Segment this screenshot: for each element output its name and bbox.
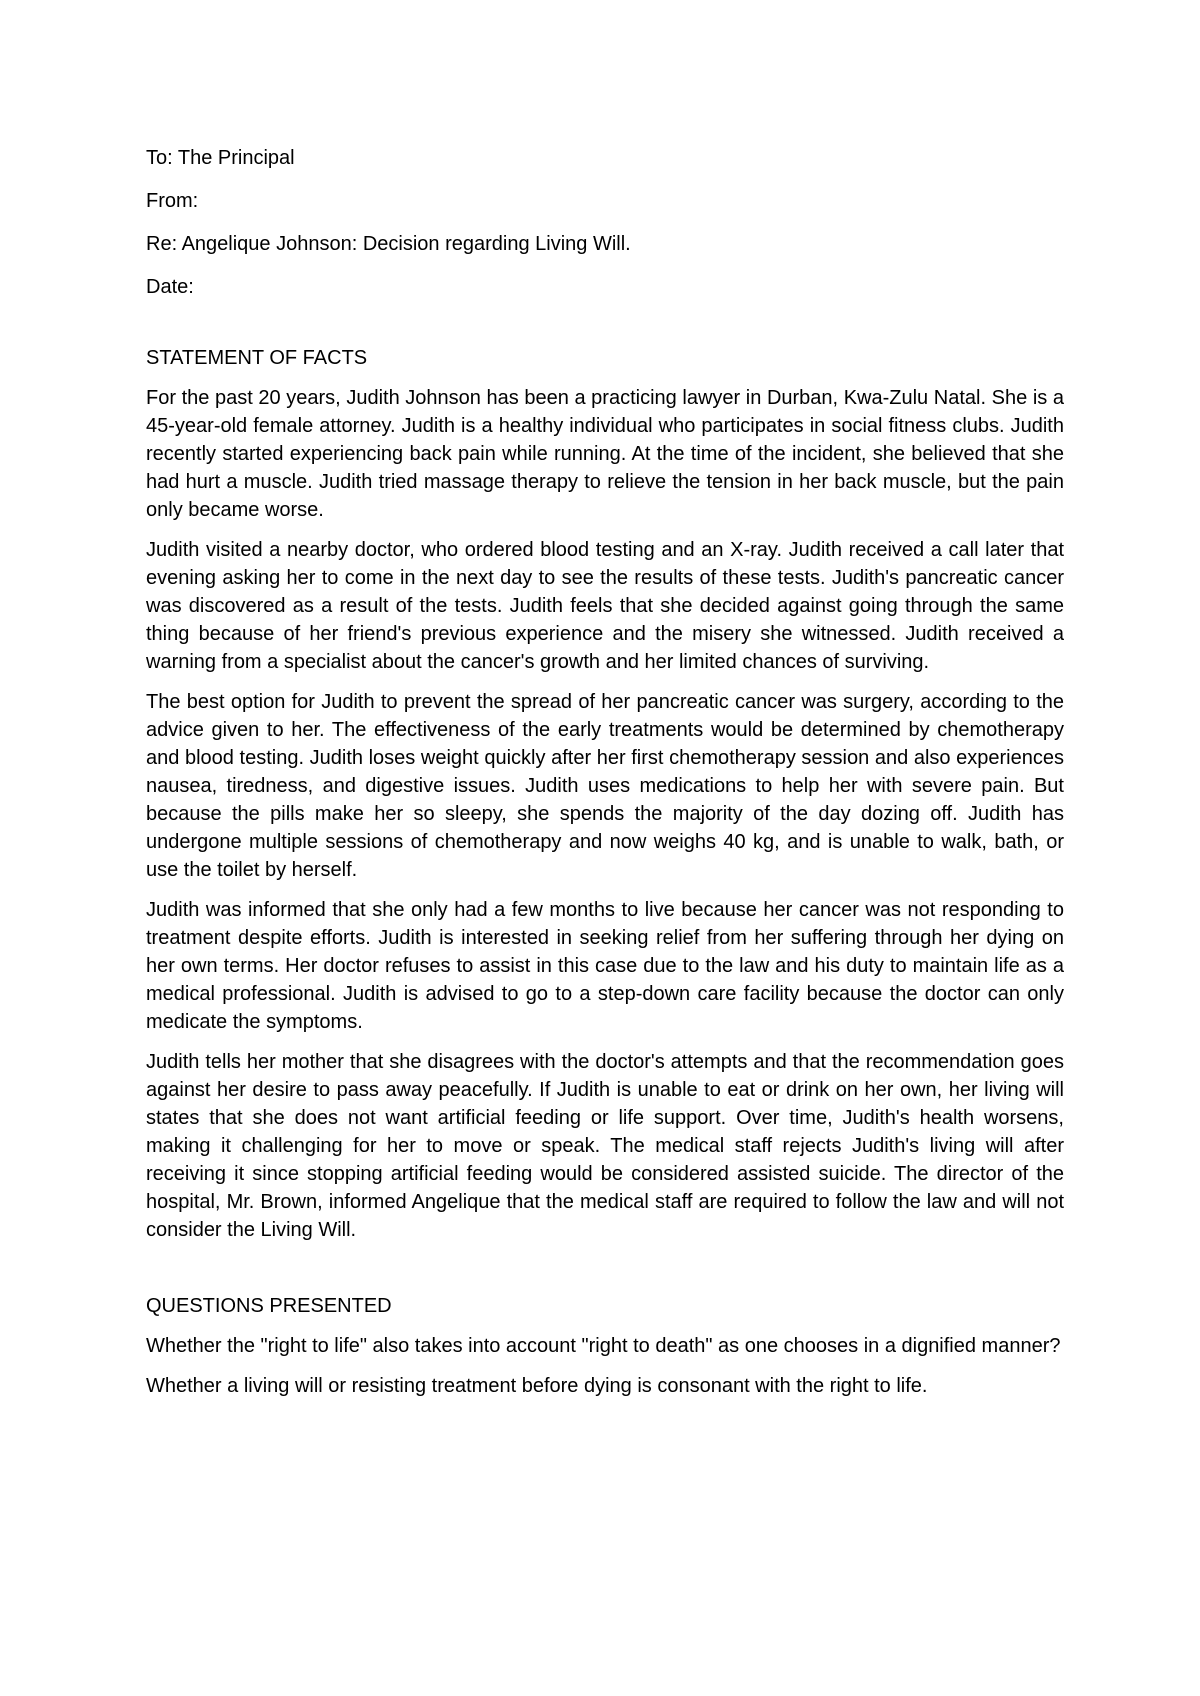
facts-paragraph-5: Judith tells her mother that she disagrees with the doctor's attempts and that the recommendation goes against her desire to pass away peacefully. If Judith is unable to eat or drink on her own, her living will states that she does not want artificial feeding or life support. Over time, Judith's health worsens, making it challenging for her to move or speak. The medical staff rejects Judith's living will after receiving it since stopping artificial feeding would be considered assisted suicide. The director of the hospital, Mr. Brown, informed Angelique that the medical staff are required to follow the law and will not consider the Living Will. xyxy=(146,1051,1064,1241)
memo-date: Date: xyxy=(146,276,194,298)
question-1: Whether the "right to life" also takes into account "right to death" as one chooses in a dignified manner? xyxy=(146,1335,1061,1357)
facts-paragraph-4: Judith was informed that she only had a few months to live because her cancer was not responding to treatment despite efforts. Judith is interested in seeking relief from her suffering through her dying on her own terms. Her doctor refuses to assist in this case due to the law and his duty to maintain life as a medical professional. Judith is advised to go to a step-down care facility because the doctor can only medicate the symptoms. xyxy=(146,899,1064,1033)
memo-re: Re: Angelique Johnson: Decision regarding Living Will. xyxy=(146,233,631,255)
facts-paragraph-2: Judith visited a nearby doctor, who ordered blood testing and an X-ray. Judith received a call later that evening asking her to come in the next day to see the results of these tests. Judith's pancreatic cancer was discovered as a result of the tests. Judith feels that she decided against going through the same thing because of her friend's previous experience and the misery she witnessed. Judith received a warning from a specialist about the cancer's growth and her limited chances of surviving. xyxy=(146,539,1064,673)
question-2: Whether a living will or resisting treatment before dying is consonant with the right to life. xyxy=(146,1375,928,1397)
facts-paragraph-3: The best option for Judith to prevent the spread of her pancreatic cancer was surgery, according to the advice given to her. The effectiveness of the early treatments would be determined by chemotherapy and blood testing. Judith loses weight quickly after her first chemotherapy session and also experiences nausea, tiredness, and digestive issues. Judith uses medications to help her with severe pain. But because the pills make her so sleepy, she spends the majority of the day dozing off. Judith has undergone multiple sessions of chemotherapy and now weighs 40 kg, and is unable to walk, bath, or use the toilet by herself. xyxy=(146,691,1064,881)
questions-heading: QUESTIONS PRESENTED xyxy=(146,1295,392,1317)
document-page xyxy=(146,144,1064,1412)
facts-heading: STATEMENT OF FACTS xyxy=(146,347,368,369)
spacer xyxy=(146,1256,1064,1292)
memo-from: From: xyxy=(146,190,199,212)
spacer xyxy=(146,316,1064,344)
facts-paragraph-1: For the past 20 years, Judith Johnson has been a practicing lawyer in Durban, Kwa-Zulu Natal. She is a 45-year-old female attorney. Judith is a healthy individual who participates in social fitness clubs. Judith recently started experiencing back pain while running. At the time of the incident, she believed that she had hurt a muscle. Judith tried massage therapy to relieve the tension in her back muscle, but the pain only became worse. xyxy=(146,387,1064,521)
memo-to: To: The Principal xyxy=(146,147,295,169)
